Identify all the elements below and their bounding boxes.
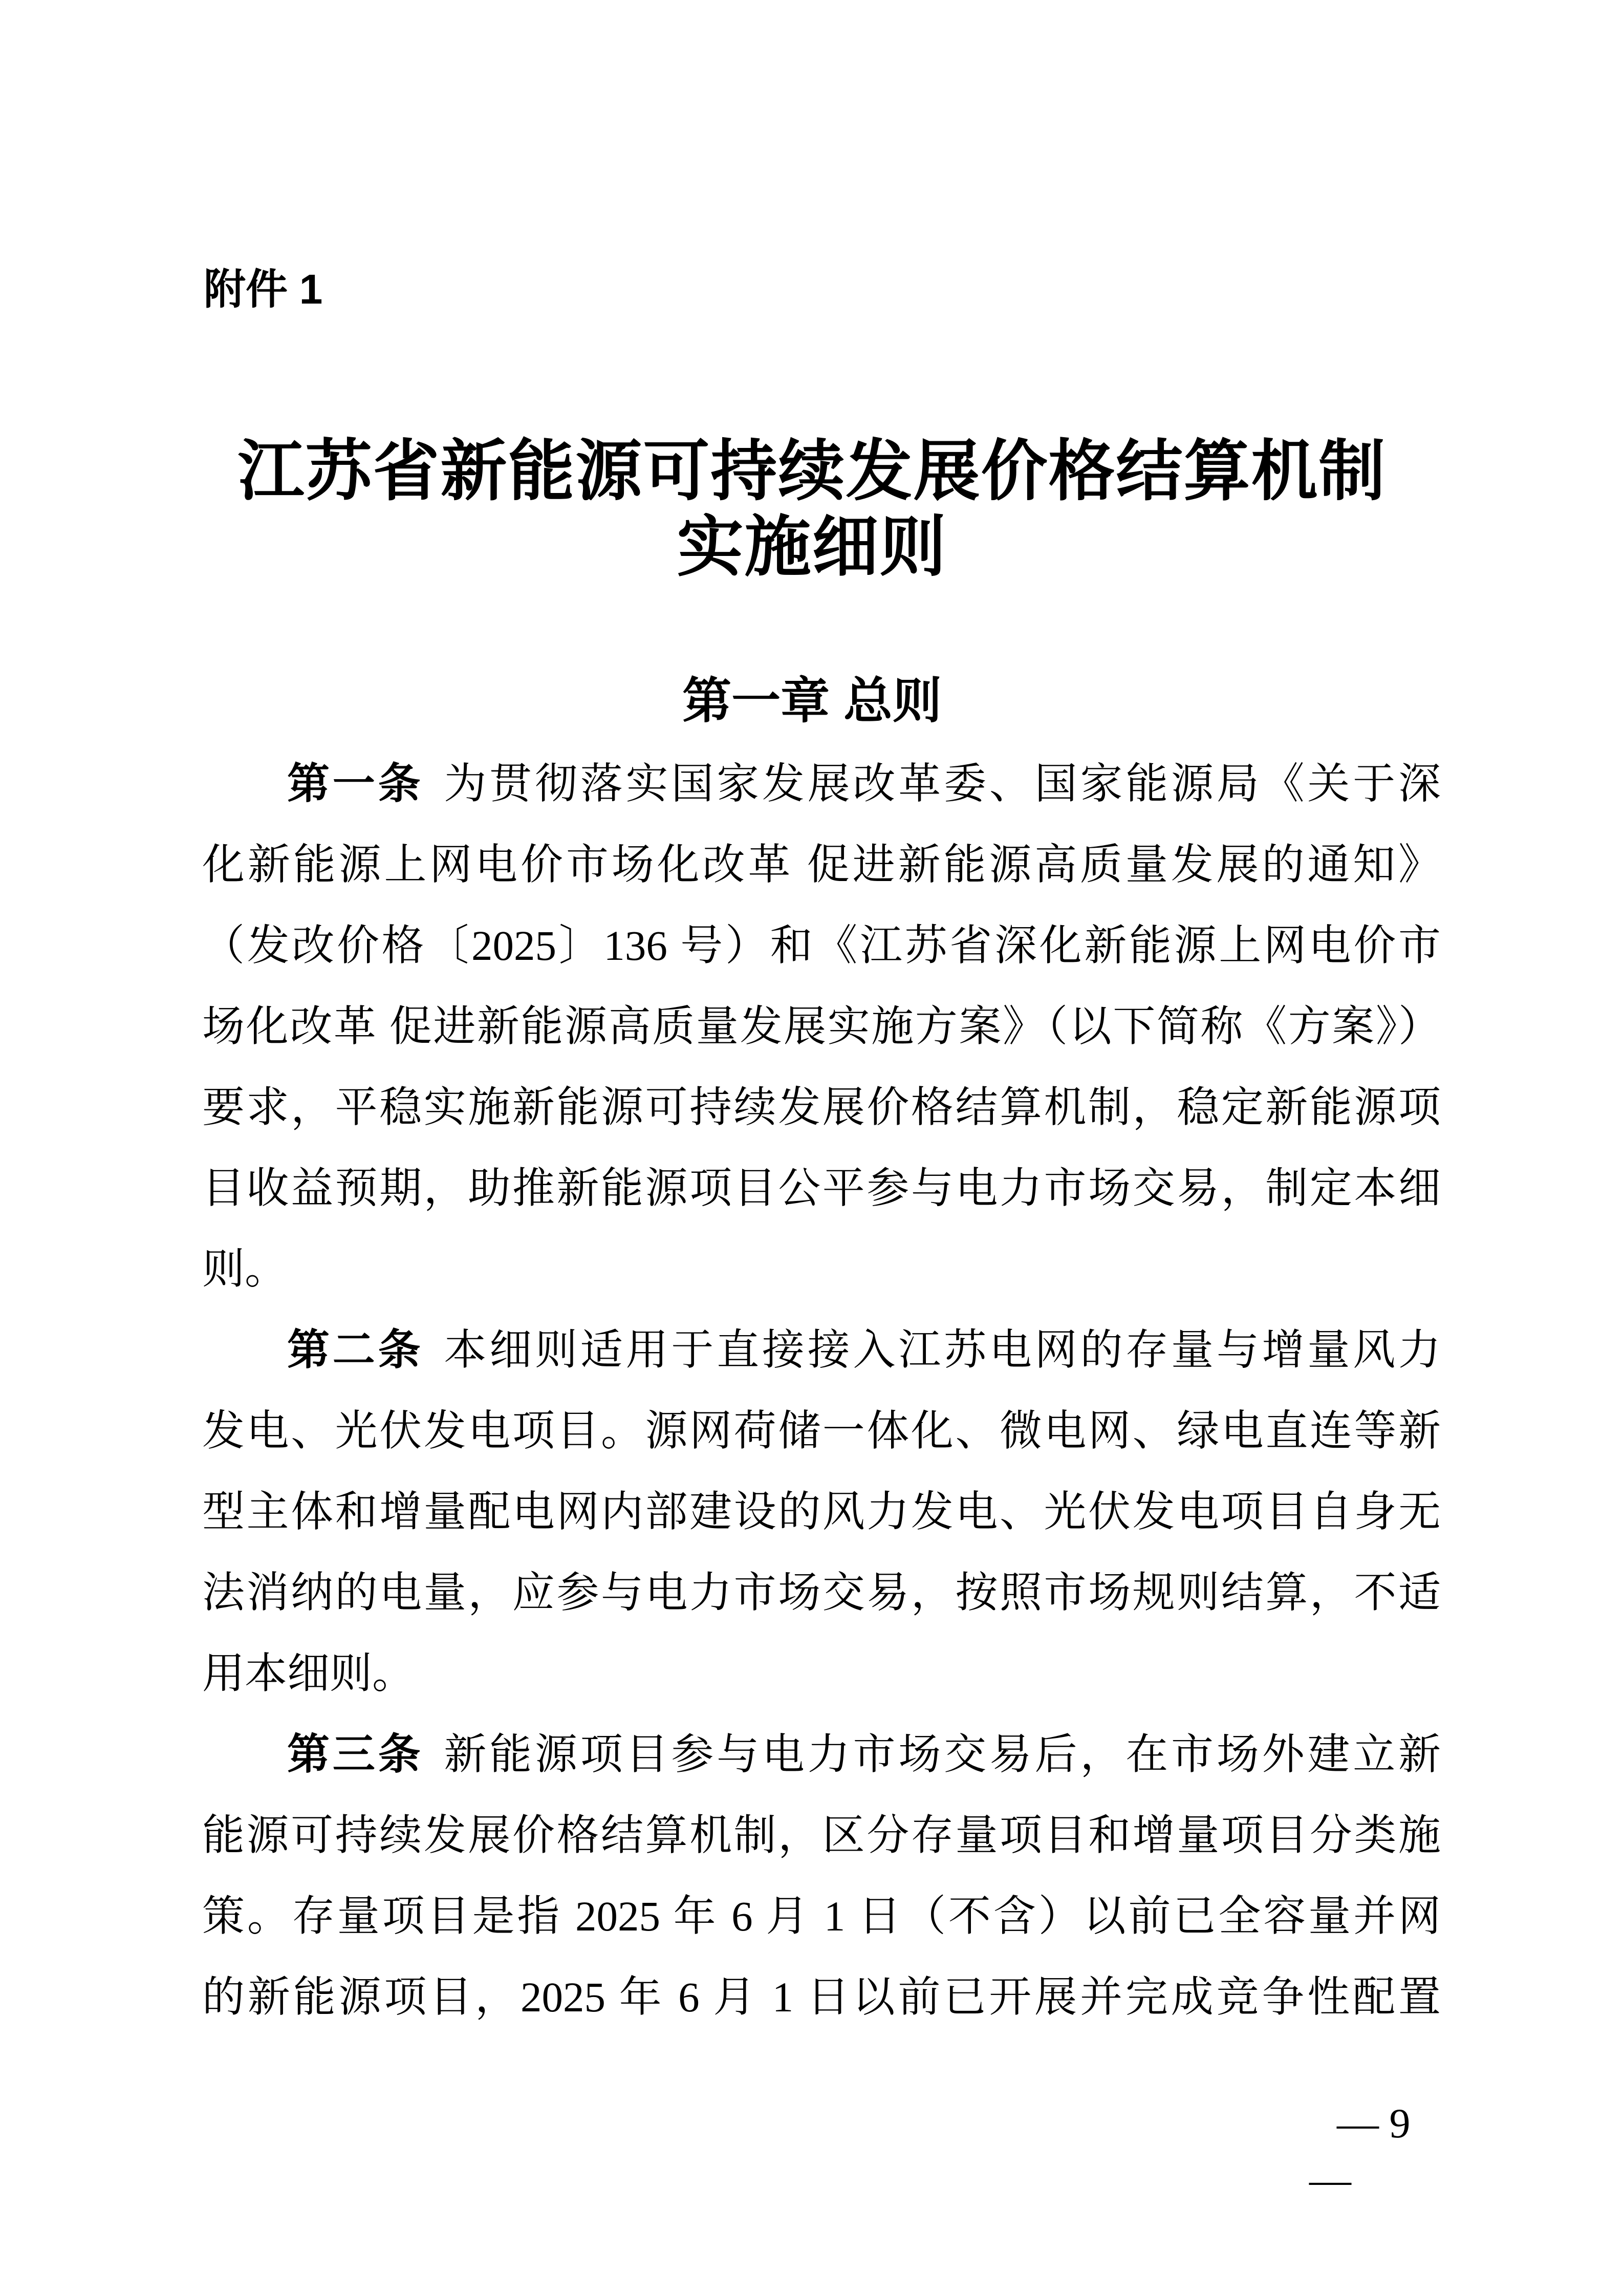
line-text: 化新能源上网电价市场化改革 促进新能源高质量发展的通知》 xyxy=(202,841,1441,888)
body-line xyxy=(202,1876,1441,1957)
line-text: 法消纳的电量，应参与电力市场交易，按照市场规则结算，不适 xyxy=(202,1569,1441,1616)
body-line xyxy=(202,1067,1441,1148)
line-text: 策。存量项目是指 2025 年 6 月 1 日（不含）以前已全容量并网 xyxy=(202,1893,1441,1940)
line-text: 的新能源项目，2025 年 6 月 1 日以前已开展并完成竞争性配置 xyxy=(202,1973,1441,2021)
body-line xyxy=(202,1714,1441,1795)
body-line xyxy=(202,824,1441,905)
body-line xyxy=(202,743,1441,824)
line-text: 本细则适用于直接接入江苏电网的存量与增量风力 xyxy=(444,1326,1441,1374)
document-body xyxy=(202,743,1441,2037)
body-line xyxy=(202,1229,1441,1310)
body-line xyxy=(202,1795,1441,1876)
attachment-label: 附件 1 xyxy=(204,266,323,313)
chapter-heading: 第一章 总则 xyxy=(682,674,942,728)
line-text: 目收益预期，助推新能源项目公平参与电力市场交易，制定本细 xyxy=(202,1165,1441,1212)
article-number-bold-lead: 第一条 xyxy=(287,760,424,807)
line-text: 新能源项目参与电力市场交易后，在市场外建立新 xyxy=(444,1731,1441,1778)
body-line xyxy=(202,1390,1441,1471)
line-text: （发改价格〔2025〕136 号）和《江苏省深化新能源上网电价市 xyxy=(202,922,1441,969)
body-line xyxy=(202,1957,1441,2037)
page-number: — 9 xyxy=(1337,2100,1411,2147)
body-line xyxy=(202,1310,1441,1390)
title-line-1: 江苏省新能源可持续发展价格结算机制 xyxy=(237,435,1387,509)
page-number-dash: — xyxy=(1309,2156,1351,2203)
line-text: 用本细则。 xyxy=(202,1650,415,1697)
body-line xyxy=(202,1552,1441,1633)
article-number-bold-lead: 第二条 xyxy=(287,1326,424,1374)
body-line xyxy=(202,1633,1441,1714)
line-text: 要求，平稳实施新能源可持续发展价格结算机制，稳定新能源项 xyxy=(202,1084,1441,1131)
body-line xyxy=(202,1148,1441,1229)
body-line xyxy=(202,986,1441,1067)
body-line xyxy=(202,1471,1441,1552)
line-text: 能源可持续发展价格结算机制，区分存量项目和增量项目分类施 xyxy=(202,1812,1441,1859)
document-title xyxy=(0,434,1624,586)
line-text: 则。 xyxy=(202,1246,287,1293)
article-number-bold-lead: 第三条 xyxy=(287,1730,424,1778)
body-line xyxy=(202,905,1441,986)
line-text: 型主体和增量配电网内部建设的风力发电、光伏发电项目自身无 xyxy=(202,1488,1441,1535)
line-text: 场化改革 促进新能源高质量发展实施方案》（以下简称《方案》） xyxy=(202,1003,1441,1050)
line-text: 为贯彻落实国家发展改革委、国家能源局《关于深 xyxy=(444,760,1441,807)
title-line-2: 实施细则 xyxy=(677,511,947,585)
line-text: 发电、光伏发电项目。源网荷储一体化、微电网、绿电直连等新 xyxy=(202,1407,1441,1454)
